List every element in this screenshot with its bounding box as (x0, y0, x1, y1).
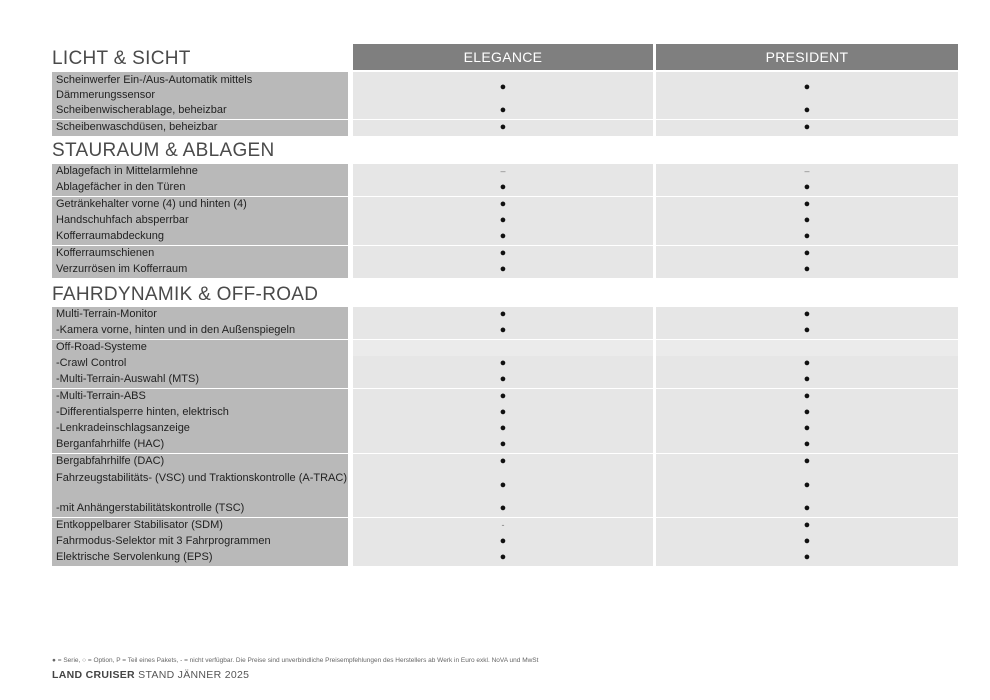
table-row (52, 72, 958, 103)
elegance-cell (353, 120, 653, 136)
table-row (52, 518, 958, 534)
stand-date: STAND JÄNNER 2025 (138, 669, 250, 681)
elegance-cell (353, 372, 653, 388)
table-row (52, 421, 958, 437)
feature-label: Off-Road-Systeme (52, 340, 348, 356)
standard-dot-icon: ● (499, 478, 507, 491)
president-cell (656, 323, 958, 339)
standard-dot-icon: ● (499, 262, 507, 275)
section-title: STAURAUM & ABLAGEN (52, 140, 275, 161)
elegance-cell (353, 437, 653, 453)
president-cell (656, 180, 958, 196)
table-row (52, 197, 958, 213)
table-row (52, 164, 958, 180)
standard-dot-icon: ● (499, 197, 507, 210)
elegance-cell (353, 405, 653, 421)
standard-dot-icon: ● (803, 502, 811, 515)
president-cell (656, 262, 958, 278)
president-cell (656, 103, 958, 119)
elegance-cell (353, 389, 653, 405)
table-row (52, 213, 958, 229)
standard-dot-icon: ● (499, 502, 507, 515)
model-name: LAND CRUISER (52, 669, 135, 681)
availability-mark: – (500, 165, 506, 176)
standard-dot-icon: ● (803, 478, 811, 491)
standard-dot-icon: ● (803, 422, 811, 435)
elegance-cell (353, 180, 653, 196)
table-row (52, 534, 958, 550)
standard-dot-icon: ● (499, 104, 507, 117)
elegance-cell (353, 550, 653, 566)
table-row (52, 103, 958, 119)
elegance-cell (353, 421, 653, 437)
standard-dot-icon: ● (803, 262, 811, 275)
section-title: LICHT & SICHT (52, 48, 191, 69)
standard-dot-icon: ● (803, 213, 811, 226)
feature-label: Scheinwerfer Ein-/Aus-Automatik mittels Dämmerungssensor (52, 72, 348, 103)
standard-dot-icon: ● (803, 356, 811, 369)
standard-dot-icon: ● (499, 405, 507, 418)
elegance-cell (353, 229, 653, 245)
column-header-elegance: ELEGANCE (353, 44, 653, 70)
standard-dot-icon: ● (499, 230, 507, 243)
table-row (52, 229, 958, 245)
president-cell (656, 372, 958, 388)
president-cell (656, 340, 958, 356)
elegance-cell (353, 246, 653, 262)
feature-label: Fahrmodus-Selektor mit 3 Fahrprogrammen (52, 534, 348, 550)
president-cell (656, 437, 958, 453)
feature-label: Kofferraumabdeckung (52, 229, 348, 245)
standard-dot-icon: ● (803, 230, 811, 243)
president-cell (656, 470, 958, 501)
president-cell (656, 405, 958, 421)
standard-dot-icon: ● (803, 405, 811, 418)
feature-label: Getränkehalter vorne (4) und hinten (4) (52, 197, 348, 213)
president-cell (656, 356, 958, 372)
standard-dot-icon: ● (499, 438, 507, 451)
elegance-cell (353, 262, 653, 278)
feature-label: Ablagefächer in den Türen (52, 180, 348, 196)
feature-label: Ablagefach in Mittelarmlehne (52, 164, 348, 180)
feature-label: Elektrische Servolenkung (EPS) (52, 550, 348, 566)
elegance-cell (353, 323, 653, 339)
standard-dot-icon: ● (499, 373, 507, 386)
elegance-cell (353, 72, 653, 103)
elegance-cell (353, 340, 653, 356)
table-row (52, 262, 958, 278)
president-cell (656, 197, 958, 213)
feature-label: Entkoppelbarer Stabilisator (SDM) (52, 518, 348, 534)
elegance-cell (353, 356, 653, 372)
standard-dot-icon: ● (499, 181, 507, 194)
standard-dot-icon: ● (803, 197, 811, 210)
standard-dot-icon: ● (499, 356, 507, 369)
standard-dot-icon: ● (803, 80, 811, 93)
president-cell (656, 550, 958, 566)
standard-dot-icon: ● (499, 454, 507, 467)
standard-dot-icon: ● (803, 389, 811, 402)
brand-footer (52, 669, 249, 681)
table-row (52, 356, 958, 372)
president-cell (656, 213, 958, 229)
availability-mark: - (501, 519, 505, 530)
standard-dot-icon: ● (803, 307, 811, 320)
table-row (52, 470, 958, 501)
table-row (52, 246, 958, 262)
president-cell (656, 518, 958, 534)
president-cell (656, 229, 958, 245)
elegance-cell (353, 103, 653, 119)
standard-dot-icon: ● (499, 422, 507, 435)
standard-dot-icon: ● (803, 104, 811, 117)
legend-footnote: ● = Serie, ○ = Option, P = Teil eines Pakets, - = nicht verfügbar. Die Preise sind unverbindliche Preisempfehlungen des Herstellers ab Werk in Euro exkl. NoVA und MwSt (52, 657, 539, 664)
feature-label: -Lenkradeinschlagsanzeige (52, 421, 348, 437)
elegance-cell (353, 197, 653, 213)
elegance-cell (353, 454, 653, 470)
president-cell (656, 534, 958, 550)
availability-mark: – (804, 165, 810, 176)
standard-dot-icon: ● (499, 120, 507, 133)
president-cell (656, 389, 958, 405)
feature-label: Scheibenwaschdüsen, beheizbar (52, 120, 348, 136)
feature-label: -Multi-Terrain-Auswahl (MTS) (52, 372, 348, 388)
elegance-cell (353, 307, 653, 323)
elegance-cell (353, 518, 653, 534)
standard-dot-icon: ● (499, 551, 507, 564)
president-cell (656, 454, 958, 470)
table-row (52, 307, 958, 323)
table-row (52, 120, 958, 136)
standard-dot-icon: ● (499, 307, 507, 320)
president-cell (656, 120, 958, 136)
standard-dot-icon: ● (499, 246, 507, 259)
table-row (52, 454, 958, 470)
feature-label: -Differentialsperre hinten, elektrisch (52, 405, 348, 421)
elegance-cell (353, 501, 653, 517)
table-row (52, 550, 958, 566)
table-row (52, 323, 958, 339)
table-row (52, 405, 958, 421)
standard-dot-icon: ● (499, 324, 507, 337)
feature-label: Verzurrösen im Kofferraum (52, 262, 348, 278)
elegance-cell (353, 164, 653, 180)
feature-label: Scheibenwischerablage, beheizbar (52, 103, 348, 119)
feature-label: Multi-Terrain-Monitor (52, 307, 348, 323)
feature-label: Kofferraumschienen (52, 246, 348, 262)
standard-dot-icon: ● (499, 389, 507, 402)
president-cell (656, 307, 958, 323)
table-row (52, 389, 958, 405)
feature-label: -Crawl Control (52, 356, 348, 372)
column-header-president: PRESIDENT (656, 44, 958, 70)
standard-dot-icon: ● (803, 373, 811, 386)
standard-dot-icon: ● (803, 438, 811, 451)
feature-label: Berganfahrhilfe (HAC) (52, 437, 348, 453)
table-row (52, 372, 958, 388)
section-title: FAHRDYNAMIK & OFF-ROAD (52, 284, 319, 305)
table-row (52, 501, 958, 517)
president-cell (656, 421, 958, 437)
feature-label: -mit Anhängerstabilitätskontrolle (TSC) (52, 501, 348, 517)
standard-dot-icon: ● (803, 551, 811, 564)
feature-label: -Multi-Terrain-ABS (52, 389, 348, 405)
standard-dot-icon: ● (803, 181, 811, 194)
standard-dot-icon: ● (803, 518, 811, 531)
table-row (52, 340, 958, 356)
feature-label: Fahrzeugstabilitäts- (VSC) und Traktionskontrolle (A-TRAC) (52, 470, 348, 501)
standard-dot-icon: ● (803, 324, 811, 337)
standard-dot-icon: ● (499, 534, 507, 547)
standard-dot-icon: ● (803, 246, 811, 259)
president-cell (656, 72, 958, 103)
standard-dot-icon: ● (499, 80, 507, 93)
elegance-cell (353, 534, 653, 550)
feature-label: -Kamera vorne, hinten und in den Außenspiegeln (52, 323, 348, 339)
standard-dot-icon: ● (803, 120, 811, 133)
elegance-cell (353, 213, 653, 229)
feature-label: Bergabfahrhilfe (DAC) (52, 454, 348, 470)
president-cell (656, 501, 958, 517)
standard-dot-icon: ● (803, 534, 811, 547)
elegance-cell (353, 470, 653, 501)
table-row (52, 180, 958, 196)
table-row (52, 437, 958, 453)
feature-label: Handschuhfach absperrbar (52, 213, 348, 229)
standard-dot-icon: ● (499, 213, 507, 226)
president-cell (656, 246, 958, 262)
standard-dot-icon: ● (803, 454, 811, 467)
president-cell (656, 164, 958, 180)
